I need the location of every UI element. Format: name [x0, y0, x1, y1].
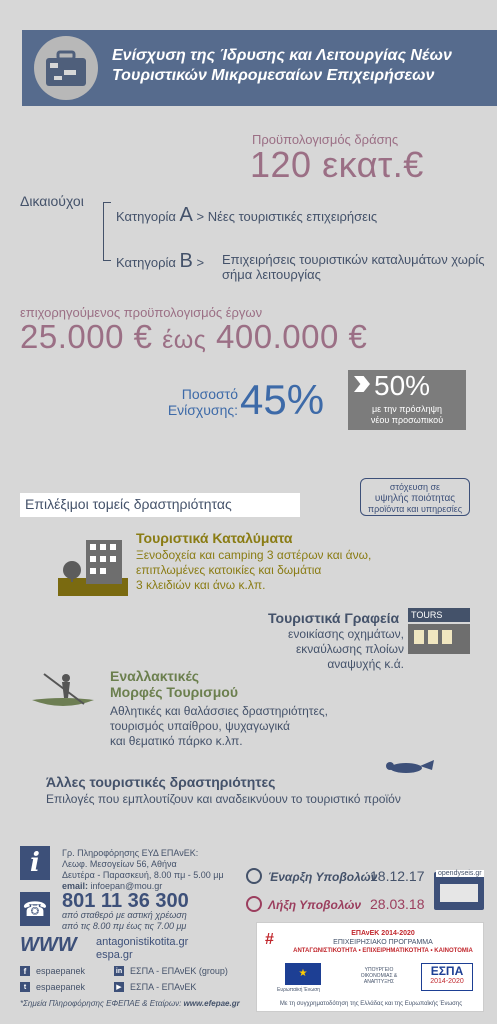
phone-note: [62, 910, 187, 932]
category-b: [116, 250, 204, 273]
phone-icon: ☎: [20, 892, 50, 926]
end-date: 28.03.18: [370, 896, 425, 912]
portal-label: opendyseis.gr: [438, 870, 482, 877]
youtube-link[interactable]: ΕΣΠΑ - ΕΠΑνΕΚ: [130, 981, 197, 992]
program-text: [287, 929, 479, 956]
agencies-text-1: ενοικίασης οχημάτων,: [288, 627, 404, 641]
bracket-top: [103, 202, 111, 203]
www-label: WWW: [20, 934, 77, 956]
program-line-3: ΑΝΤΑΓΩΝΙΣΤΙΚΟΤΗΤΑ • ΕΠΙΧΕΙΡΗΜΑΤΙΚΟΤΗΤΑ • ΚΑΙΝΟΤΟΜΙΑ: [293, 948, 473, 954]
chevron-right-icon: [354, 376, 370, 392]
category-b-text: Επιχειρήσεις τουριστικών καταλυμάτων χωρίς σήμα λειτουργίας: [222, 252, 485, 282]
projects-to: 400.000 €: [216, 318, 368, 355]
footnote: [20, 998, 240, 1009]
beneficiaries-bracket: [103, 202, 104, 260]
end-label: Λήξη Υποβολών: [268, 898, 362, 912]
footnote-prefix: *Σημεία Πληροφόρησης ΕΦΕΠΑΕ & Εταίρων:: [20, 999, 182, 1008]
support-rate: 45%: [240, 376, 325, 423]
category-b-arrow: >: [196, 255, 205, 270]
projects-from: 25.000 €: [20, 318, 153, 355]
footnote-link[interactable]: www.efepae.gr: [183, 999, 240, 1008]
bracket-bottom: [103, 260, 111, 261]
bonus-note-line2: νέου προσωπικού: [370, 415, 444, 425]
bonus-note-line1: με την πρόσληψη: [371, 404, 443, 414]
accommodation-text: [136, 548, 371, 593]
tours-shop-icon: [408, 608, 470, 654]
cofund-text: Με τη συγχρηματοδότηση της Ελλάδας και της Ευρωπαϊκής Ένωσης: [279, 1001, 463, 1007]
alternative-text-3: και θεματικό πάρκο κ.λπ.: [110, 734, 243, 748]
program-logos: [256, 922, 484, 1012]
bonus-note: [348, 404, 466, 426]
category-b-letter: Β: [179, 250, 193, 272]
support-label-line2: Ενίσχυσης:: [167, 402, 238, 418]
target-line1: στόχευση σε: [389, 482, 441, 492]
ministry-label: ΥΠΟΥΡΓΕΙΟ ΟΙΚΟΝΟΜΙΑΣ & ΑΝΑΠΤΥΞΗΣ: [360, 967, 398, 985]
info-line-2: Λεωφ. Μεσογείων 56, Αθήνα: [62, 859, 177, 869]
site-link-2[interactable]: espa.gr: [96, 949, 133, 961]
tours-window-1: [414, 630, 424, 644]
agencies-title: Τουριστικά Γραφεία: [268, 610, 400, 626]
agencies-text: [250, 627, 404, 672]
portal-icon[interactable]: [434, 872, 484, 910]
support-label: [146, 386, 238, 418]
projects-range: [20, 318, 367, 356]
phone-number[interactable]: 801 11 36 300: [62, 890, 189, 912]
briefcase-icon: [34, 36, 98, 100]
budget-amount: 120 εκατ.€: [250, 144, 424, 185]
espa-years: 2014-2020: [430, 978, 464, 985]
power-icon: [246, 868, 262, 884]
program-line-2: ΕΠΙΧΕΙΡΗΣΙΑΚΟ ΠΡΟΓΡΑΜΜΑ: [333, 939, 433, 946]
other-title: Άλλες τουριστικές δραστηριότητες: [46, 774, 276, 790]
eu-flag-icon: ★: [285, 963, 321, 985]
target-line2: υψηλής ποιότητας: [374, 493, 456, 504]
tours-window-2: [428, 630, 438, 644]
beneficiaries-label: Δικαιούχοι: [20, 193, 84, 209]
start-date: 18.12.17: [370, 868, 425, 884]
site-link-1[interactable]: antagonistikotita.gr: [96, 936, 189, 948]
twitter-icon: t: [20, 982, 30, 992]
diver-icon: [380, 752, 436, 778]
email-link[interactable]: infoepan@mou.gr: [90, 881, 163, 891]
alternative-title: [110, 668, 238, 700]
info-line-1: Γρ. Πληροφόρησης ΕΥΔ ΕΠΑνΕΚ:: [62, 848, 199, 858]
youtube-icon: ▶: [114, 982, 124, 992]
budget-label: Προϋπολογισμός δράσης: [252, 132, 399, 147]
target-line3: προϊόντα και υπηρεσίες: [367, 504, 463, 514]
target-box: [360, 478, 470, 516]
accommodation-text-3: 3 κλειδιών και άνω κ.λπ.: [136, 578, 266, 592]
start-label: Έναρξη Υποβολών: [268, 870, 378, 884]
category-a-prefix: Κατηγορία: [116, 209, 176, 224]
espa-logo: [421, 963, 473, 991]
alternative-title-2: Μορφές Τουρισμού: [110, 684, 238, 700]
eu-label: Ευρωπαϊκή Ένωση: [277, 987, 320, 993]
info-block: [62, 848, 224, 892]
alternative-title-1: Εναλλακτικές: [110, 668, 200, 684]
power-off-icon: [246, 896, 262, 912]
alternative-text-2: τουρισμός υπαίθρου, ψυχαγωγικά: [110, 719, 290, 733]
category-a-text: > Νέες τουριστικές επιχειρήσεις: [196, 209, 378, 224]
category-a-letter: Α: [179, 204, 193, 226]
bonus-rate: 50%: [374, 370, 431, 401]
phone-note-1: από σταθερό με αστική χρέωση: [62, 910, 187, 920]
facebook-link[interactable]: espaepanek: [36, 965, 86, 976]
accommodation-text-1: Ξενοδοχεία και camping 3 αστέρων και άνω,: [136, 548, 372, 562]
social-links: [20, 964, 250, 994]
alternative-text-1: Αθλητικές και θαλάσσιες δραστηριότητες,: [110, 704, 328, 718]
support-label-line1: Ποσοστό: [181, 386, 238, 402]
category-a: [116, 204, 377, 227]
email-label: email:: [62, 881, 89, 891]
category-b-prefix: Κατηγορία: [116, 255, 176, 270]
linkedin-icon: in: [115, 967, 123, 975]
hashtag-icon: #: [265, 931, 274, 948]
other-text: Επιλογές που εμπλουτίζουν και αναδεικνύουν το τουριστικό προϊόν: [46, 792, 401, 806]
kayak-icon: [30, 668, 96, 712]
tours-sign: TOURS: [408, 608, 470, 622]
espa-label: ΕΣΠΑ: [430, 964, 464, 978]
accommodation-text-2: επιπλωμένες κατοικίες και δωμάτια: [136, 563, 322, 577]
projects-connector: έως: [162, 326, 207, 354]
accommodation-title: Τουριστικά Καταλύματα: [136, 530, 293, 546]
sectors-title: Επιλέξιμοι τομείς δραστηριότητας: [20, 493, 300, 517]
bonus-box: [348, 370, 466, 430]
page-title: Ενίσχυση της Ίδρυσης και Λειτουργίας Νέων Τουριστικών Μικρομεσαίων Επιχειρήσεων: [112, 47, 452, 84]
websites: [96, 936, 188, 962]
projects-label: επιχορηγούμενος προϋπολογισμός έργων: [20, 305, 263, 320]
facebook-icon: f: [20, 966, 30, 976]
hotel-icon: [58, 530, 128, 596]
agencies-text-2: εκναύλωσης πλοίων αναψυχής κ.ά.: [295, 642, 404, 671]
info-icon: i: [20, 846, 50, 880]
phone-note-2: από τις 8.00 πμ έως τις 7.00 μμ: [62, 921, 187, 931]
twitter-link[interactable]: espaepanek: [36, 981, 86, 992]
header-banner: [22, 30, 497, 106]
program-line-1: ΕΠΑνΕΚ 2014-2020: [351, 930, 415, 937]
info-line-3: Δευτέρα - Παρασκευή, 8.00 πμ - 5.00 μμ: [62, 870, 224, 880]
alternative-text: [110, 704, 328, 749]
tours-window-3: [442, 630, 452, 644]
linkedin-link[interactable]: ΕΣΠΑ - ΕΠΑνΕΚ (group): [130, 965, 228, 976]
portal-screen: [440, 884, 478, 902]
